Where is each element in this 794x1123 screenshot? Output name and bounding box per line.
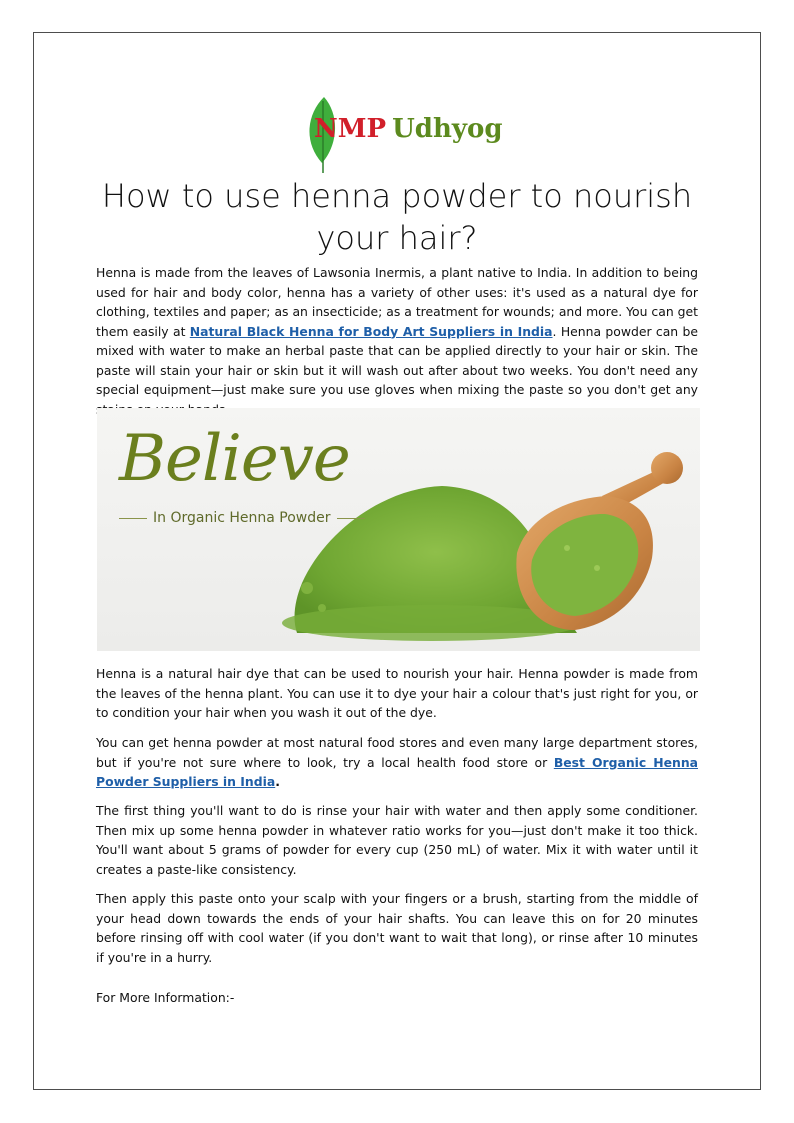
- intro-paragraph: [96, 263, 698, 419]
- paragraph-2: Henna is a natural hair dye that can be used to nourish your hair. Henna powder is made from the leaves of the henna plant. You can use it to dye your hair a colour that's just right for you, or to condition your hair when you wash it out of the dye.: [96, 666, 698, 720]
- banner-headline: Believe: [119, 422, 350, 496]
- tagline-left-rule: [119, 518, 147, 519]
- para3-text-after: .: [275, 774, 280, 789]
- brand-name-part1: NMP: [314, 114, 387, 144]
- page-title: How to use henna powder to nourish your hair?: [101, 177, 693, 257]
- more-information-label: For More Information:-: [96, 990, 235, 1005]
- banner-tagline-row: [113, 510, 371, 526]
- henna-banner-image: [97, 408, 700, 651]
- paragraph-5: Then apply this paste onto your scalp with your fingers or a brush, starting from the middle of your head down towards the ends of your hair shafts. You can leave this on for 20 minutes before rinsing off with cool water (if you don't want to wait that long), or rinse after 10 minutes if you're in a hurry.: [96, 891, 698, 965]
- intro-text-after: . Henna powder can be mixed with water to make an herbal paste that can be applied directly to your hair or skin. The paste will stain your hair or skin but it will wash out after about two weeks. You don't need any special equipment—just make sure you use gloves when mixing the paste so you don't get any: [96, 323, 698, 397]
- intro-text-before: Henna is made from the leaves of Lawsonia Inermis, a plant native to India. In addition to being used for hair and body color, henna has a variety of other uses: it's used as a natural dye for clothing, textiles and paper; as an insecticide; as a treatment for wounds; and more. You can get them easily at: [96, 265, 698, 339]
- paragraph-4: The first thing you'll want to do is rinse your hair with water and then apply some conditioner. Then mix up some henna powder in whatever ratio works for you—just don't make it too thick. You'll want about 5 grams of powder for every cup (250 mL) of water. Mix it with water until it creates a paste-like consistency.: [96, 803, 698, 877]
- banner-tagline: In Organic Henna Powder: [153, 510, 331, 526]
- brand-name-part2: Udhyog: [392, 114, 503, 144]
- paragraph-3: [96, 733, 698, 792]
- para3-text-before: You can get henna powder at most natural food stores and even many large department stores, but if you're not sure where to look, try a local health food store or: [96, 735, 698, 770]
- organic-henna-suppliers-link[interactable]: Best Organic Henna Powder Suppliers in India: [96, 754, 698, 789]
- natural-black-henna-link[interactable]: Natural Black Henna for Body Art Suppliers in India: [189, 323, 553, 339]
- tagline-right-rule: [337, 518, 365, 519]
- brand-logo: [314, 114, 503, 144]
